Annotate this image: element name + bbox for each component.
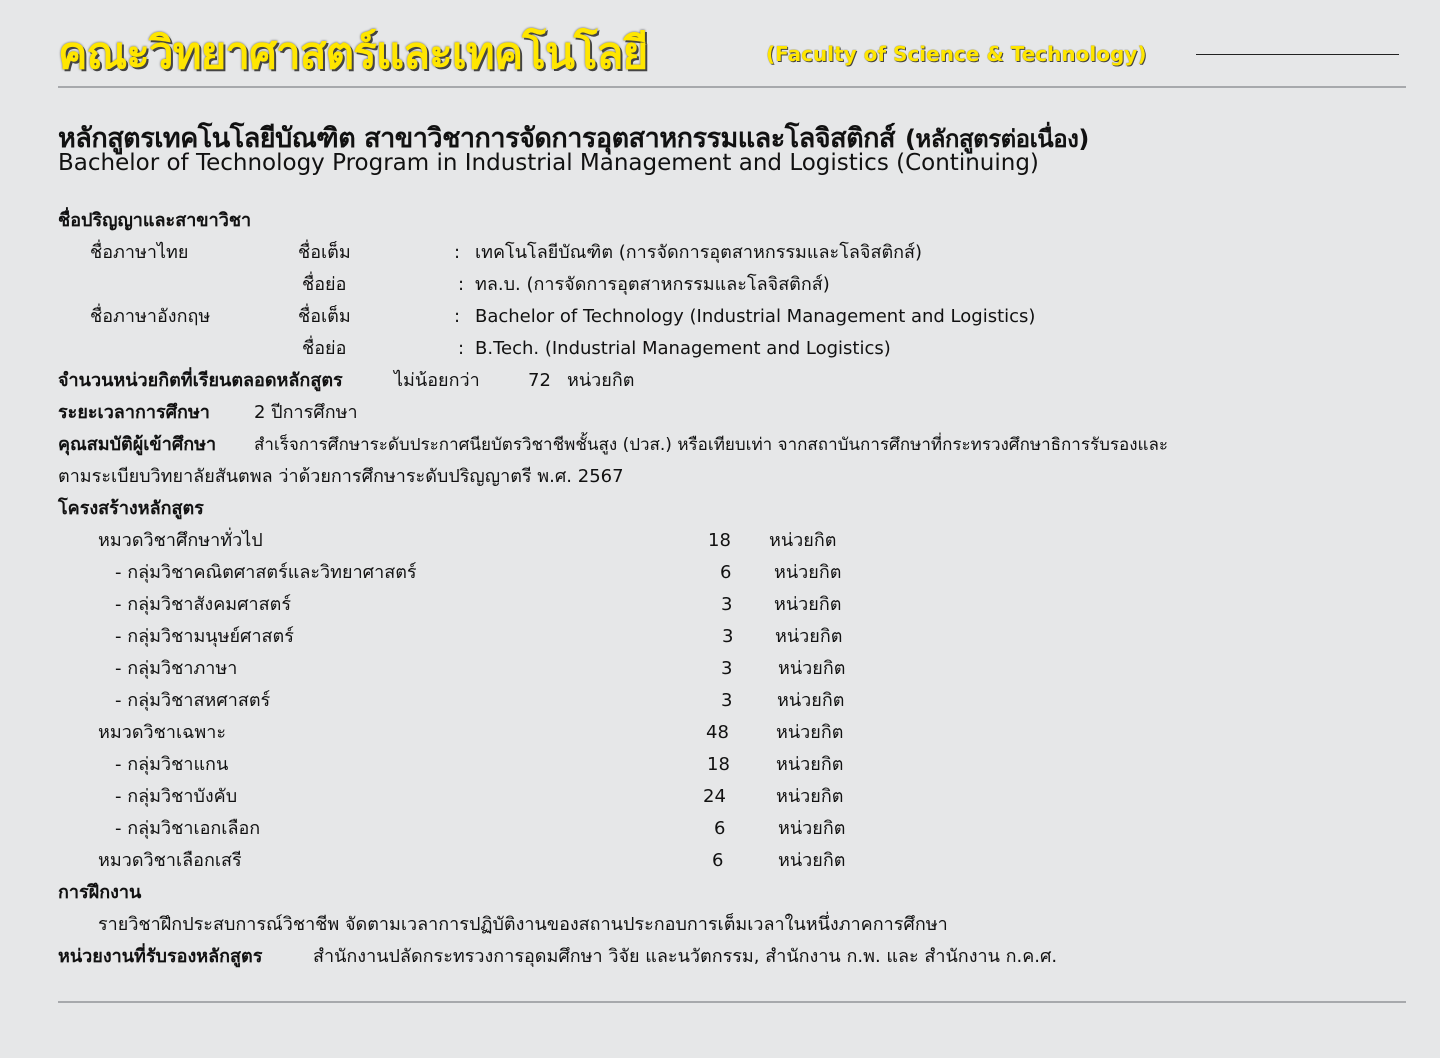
- credits-qualifier: ไม่น้อยกว่า: [394, 370, 480, 391]
- eng-full-name: Bachelor of Technology (Industrial Management and Logistics): [475, 306, 1036, 327]
- bottom-rule: [58, 1001, 1406, 1003]
- credits-unit: หน่วยกิต: [567, 370, 635, 391]
- colon: :: [458, 338, 465, 359]
- faculty-header: [58, 18, 1403, 79]
- structure-row-credits: 18: [707, 754, 730, 775]
- colon: :: [454, 242, 461, 263]
- structure-row-label: - กลุ่มวิชาแกน: [115, 754, 229, 775]
- structure-row-label: - กลุ่มวิชาภาษา: [115, 658, 238, 679]
- structure-row-credits: 6: [712, 850, 724, 871]
- structure-row-label: หมวดวิชาศึกษาทั่วไป: [98, 530, 263, 551]
- structure-row-credits: 48: [706, 722, 729, 743]
- short-name-label: ชื่อย่อ: [302, 274, 347, 295]
- accreditation-label: หน่วยงานที่รับรองหลักสูตร: [58, 946, 263, 967]
- eng-short-name: B.Tech. (Industrial Management and Logistics): [475, 338, 891, 359]
- structure-row-unit: หน่วยกิต: [774, 594, 842, 615]
- structure-row-credits: 24: [703, 786, 726, 807]
- eng-name-label: ชื่อภาษาอังกฤษ: [90, 306, 211, 327]
- training-text: รายวิชาฝึกประสบการณ์วิชาชีพ จัดตามเวลาการปฏิบัติงานของสถานประกอบการเต็มเวลาในหนึ่งภาคการศึกษา: [98, 914, 948, 935]
- structure-row-credits: 6: [714, 818, 726, 839]
- qualification-line2: ตามระเบียบวิทยาลัยสันตพล ว่าด้วยการศึกษาระดับปริญญาตรี พ.ศ. 2567: [58, 466, 624, 487]
- structure-row-credits: 18: [708, 530, 731, 551]
- full-name-label: ชื่อเต็ม: [298, 306, 351, 327]
- full-name-label: ชื่อเต็ม: [298, 242, 351, 263]
- program-title-paren: (หลักสูตรต่อเนื่อง): [904, 125, 1089, 153]
- structure-row-label: - กลุ่มวิชาเอกเลือก: [115, 818, 261, 839]
- faculty-title-thai: คณะวิทยาศาสตร์และเทคโนโลยี: [58, 28, 648, 79]
- structure-row-unit: หน่วยกิต: [776, 786, 844, 807]
- structure-row-label: หมวดวิชาเลือกเสรี: [98, 850, 242, 871]
- structure-row-label: - กลุ่มวิชาสหศาสตร์: [115, 690, 271, 711]
- structure-heading: โครงสร้างหลักสูตร: [58, 498, 204, 519]
- faculty-title-eng: (Faculty of Science & Technology): [766, 42, 1147, 66]
- thai-full-name: เทคโนโลยีบัณฑิต (การจัดการอุตสาหกรรมและโลจิสติกส์): [475, 242, 923, 263]
- short-name-label: ชื่อย่อ: [302, 338, 347, 359]
- duration-label: ระยะเวลาการศึกษา: [58, 402, 210, 423]
- credits-value: 72: [528, 370, 551, 391]
- structure-row-credits: 6: [720, 562, 732, 583]
- structure-row-unit: หน่วยกิต: [777, 690, 845, 711]
- structure-row-unit: หน่วยกิต: [778, 658, 846, 679]
- header-divider: [1196, 54, 1399, 55]
- structure-row-unit: หน่วยกิต: [776, 754, 844, 775]
- structure-row-label: - กลุ่มวิชาคณิตศาสตร์และวิทยาศาสตร์: [115, 562, 417, 583]
- qualification-line1: สำเร็จการศึกษาระดับประกาศนียบัตรวิชาชีพชั้นสูง (ปวส.) หรือเทียบเท่า จากสถาบันการศึกษาที่กระทรวงศึกษาธิการรับรองและ: [254, 435, 1169, 455]
- program-title-thai: หลักสูตรเทคโนโลยีบัณฑิต สาขาวิชาการจัดการอุตสาหกรรมและโลจิสติกส์: [58, 123, 895, 154]
- credits-label: จำนวนหน่วยกิตที่เรียนตลอดหลักสูตร: [58, 370, 343, 391]
- structure-row-unit: หน่วยกิต: [769, 530, 837, 551]
- structure-row-unit: หน่วยกิต: [776, 722, 844, 743]
- structure-row-label: - กลุ่มวิชาบังคับ: [115, 786, 238, 807]
- degree-heading: ชื่อปริญญาและสาขาวิชา: [58, 210, 252, 231]
- accreditation-text: สำนักงานปลัดกระทรวงการอุดมศึกษา วิจัย และนวัตกรรม, สำนักงาน ก.พ. และ สำนักงาน ก.ค.ศ.: [313, 946, 1058, 967]
- program-subtitle: Bachelor of Technology Program in Industrial Management and Logistics (Continuing): [58, 150, 1039, 176]
- structure-row-unit: หน่วยกิต: [778, 850, 846, 871]
- structure-row-label: - กลุ่มวิชามนุษย์ศาสตร์: [115, 626, 294, 647]
- structure-row-unit: หน่วยกิต: [774, 562, 842, 583]
- structure-row-credits: 3: [721, 658, 733, 679]
- structure-row-credits: 3: [722, 626, 734, 647]
- structure-row-label: หมวดวิชาเฉพาะ: [98, 722, 227, 743]
- training-heading: การฝึกงาน: [58, 882, 142, 903]
- structure-row-credits: 3: [721, 594, 733, 615]
- thai-name-label: ชื่อภาษาไทย: [90, 242, 189, 263]
- qualification-label: คุณสมบัติผู้เข้าศึกษา: [58, 434, 217, 455]
- colon: :: [454, 306, 461, 327]
- structure-row-credits: 3: [721, 690, 733, 711]
- duration-value: 2 ปีการศึกษา: [254, 402, 358, 423]
- structure-row-unit: หน่วยกิต: [775, 626, 843, 647]
- colon: :: [458, 274, 465, 295]
- structure-row-unit: หน่วยกิต: [778, 818, 846, 839]
- top-rule: [58, 86, 1406, 88]
- thai-short-name: ทล.บ. (การจัดการอุตสาหกรรมและโลจิสติกส์): [475, 274, 830, 295]
- structure-row-label: - กลุ่มวิชาสังคมศาสตร์: [115, 594, 292, 615]
